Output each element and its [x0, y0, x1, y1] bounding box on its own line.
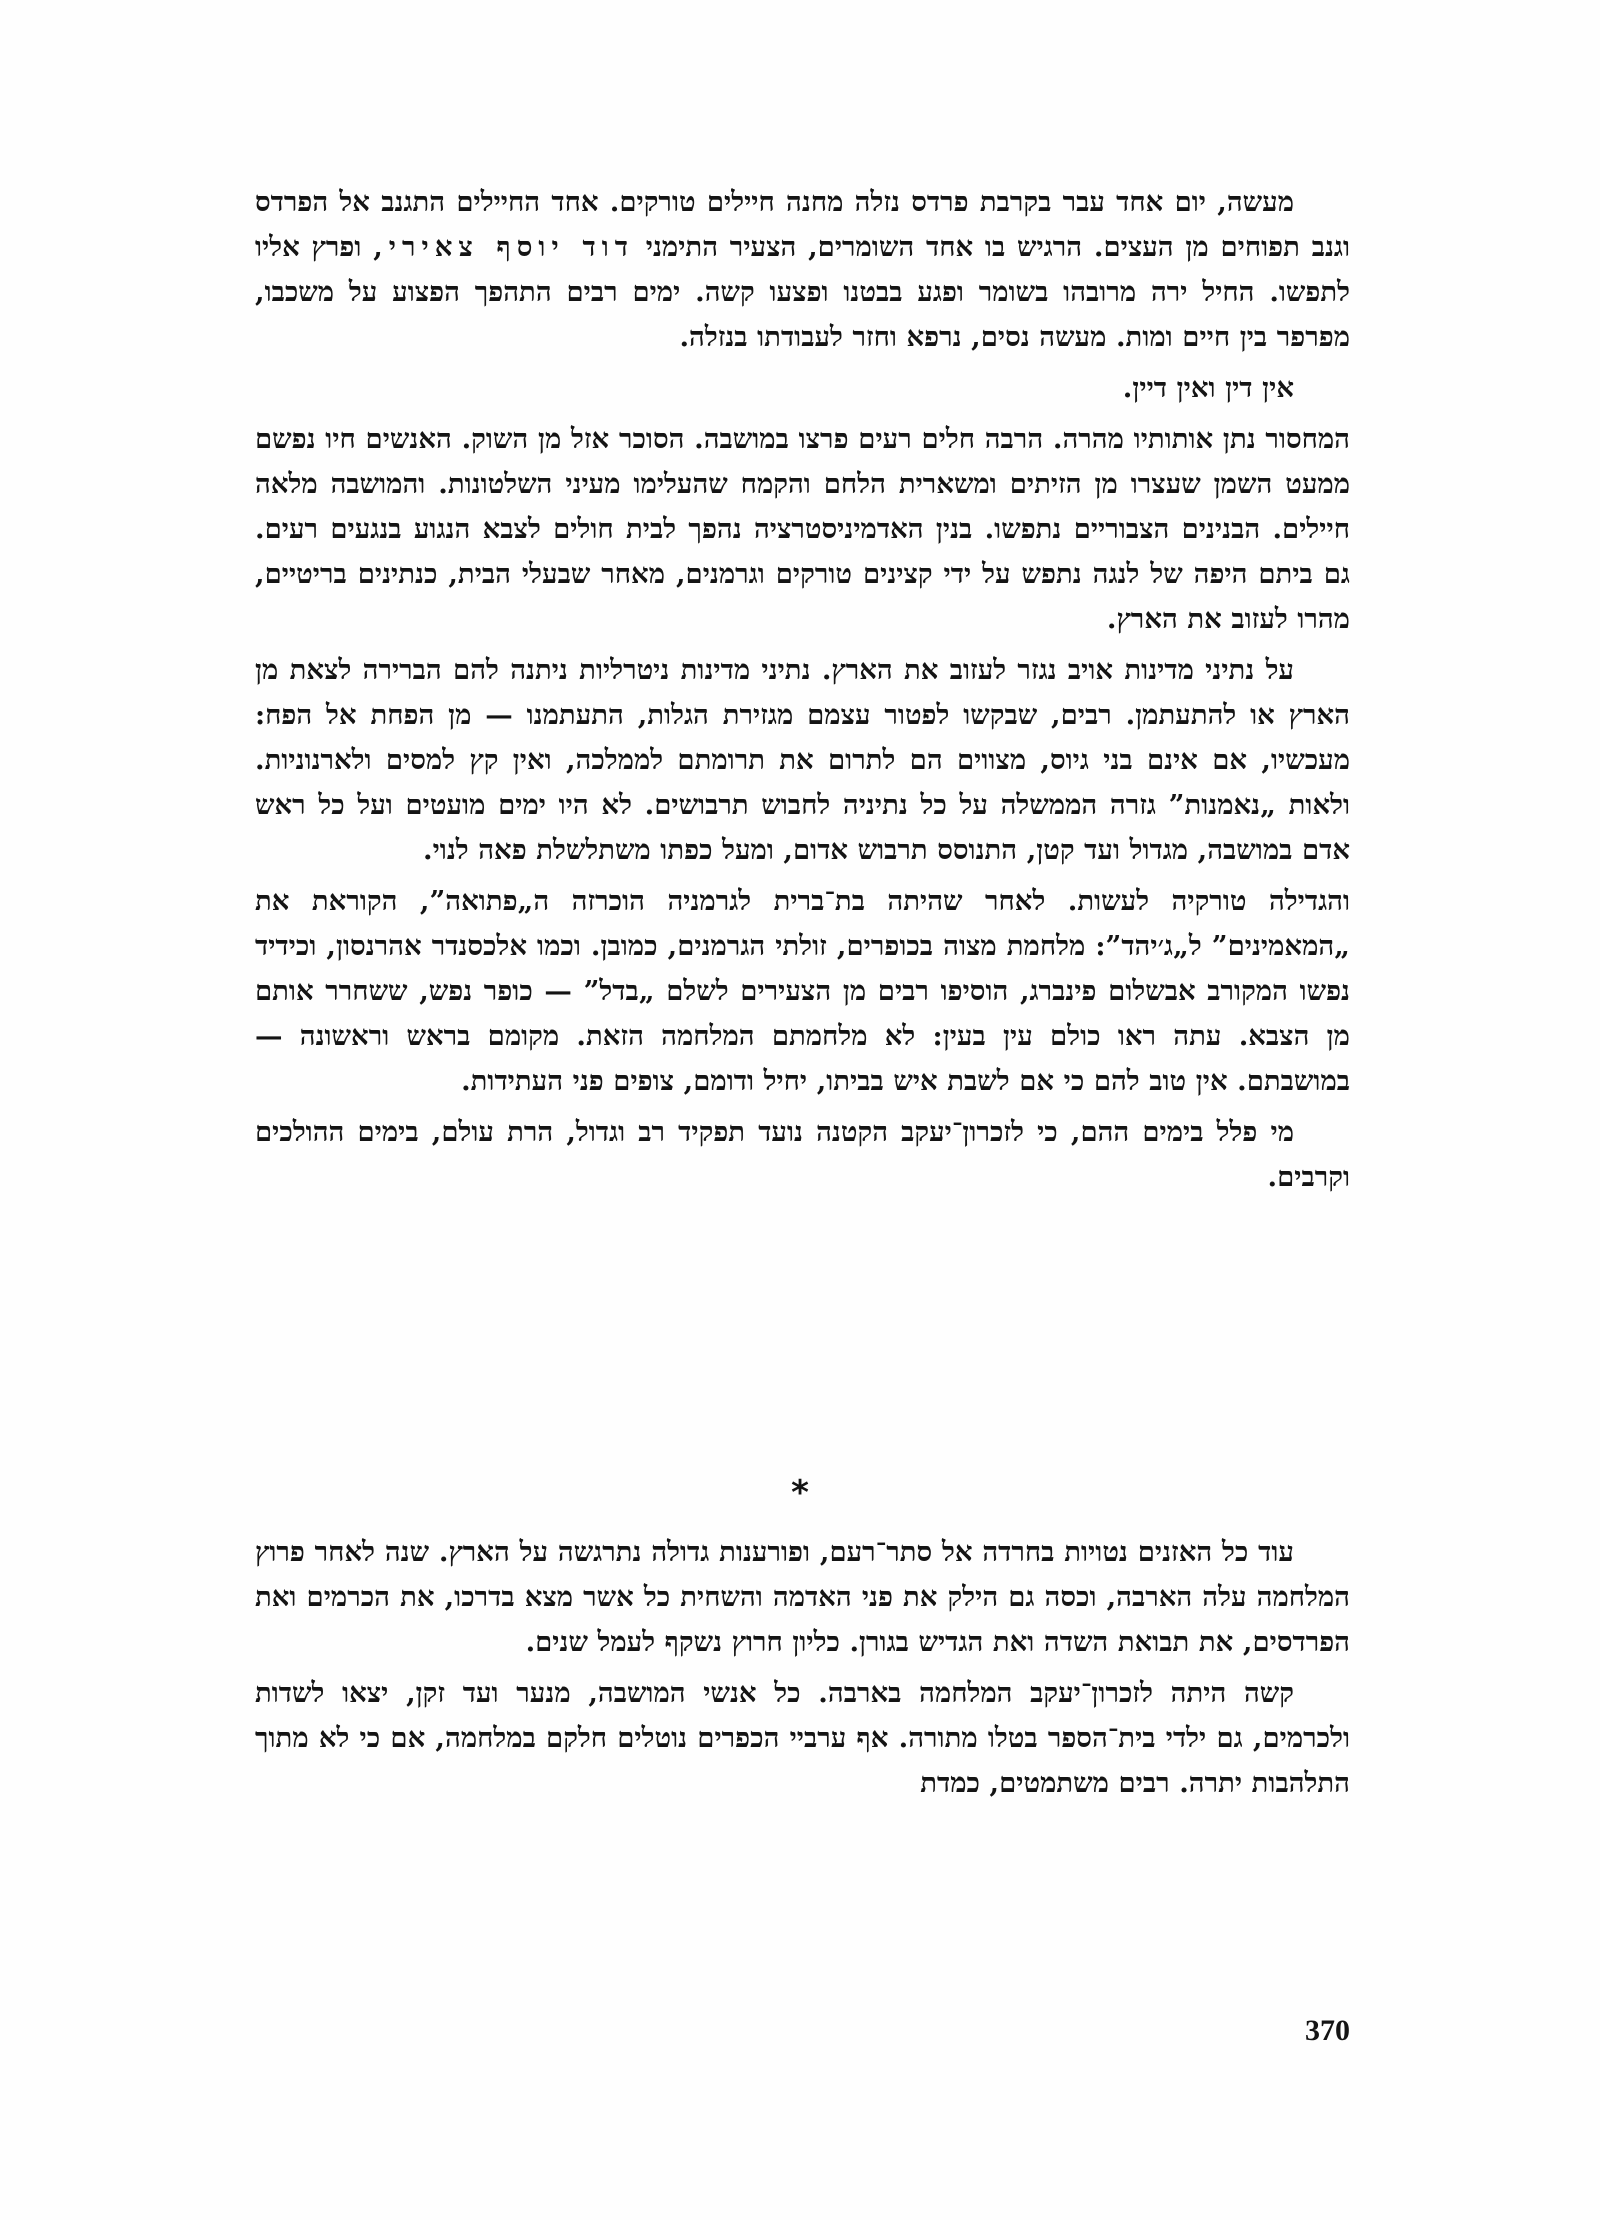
paragraph: עוד כל האזנים נטויות בחרדה אל סתר־רעם, ופורענות גדולה נתרגשה על הארץ. שנה לאחר פרוץ המלחמה עלה הארבה, וכסה גם הילק את פני האדמה והשחית כל אשר מצא בדרכו, את הכרמים ואת הפרדסים, את תבואת השדה ואת הגדיש בגורן. כליון חרוץ נשקף לעמל שנים.: [255, 1536, 1350, 1658]
paragraph: [255, 180, 1350, 360]
paragraph: על נתיני מדינות אויב נגזר לעזוב את הארץ. נתיני מדינות ניטרליות ניתנה להם הברירה לצאת מן הארץ או להתעתמן. רבים, שבקשו לפטור עצמם מגזירת הגלות, התעתמנו — מן הפחת אל הפח: מעכשיו, אם אינם בני גיוס, מצווים הם לתרום את תרומתם לממלכה, ואין קץ למסים ולארנוניות. ולאות „נאמנות” גזרה הממשלה על כל נתיניה לחבוש תרבושים. לא היו ימים מועטים ועל כל ראש אדם במושבה, מגדול ועד קטן, התנוסס תרבוש אדום, ומעל כפתו משתלשלת פאה לנוי.: [255, 654, 1350, 866]
section-separator-asterisk: *: [791, 1473, 809, 1513]
paragraph: המחסור נתן אותותיו מהרה. הרבה חלים רעים פרצו במושבה. הסוכר אזל מן השוק. האנשים חיו נפשם ממעט השמן שעצרו מן הזיתים ומשארית הלחם והקמח שהעלימו מעיני השלטונות. והמושבה מלאה חיילים. הבנינים הצבוריים נתפשו. בנין האדמיניסטרציה נהפך לבית חולים לצבא הנגוע בנגעים רעים. גם ביתם היפה של לנגה נתפש על ידי קצינים טורקים וגרמנים, מאחר שבעלי הבית, כנתינים בריטיים, מהרו לעזוב את הארץ.: [255, 423, 1350, 635]
paragraph: מי פלל בימים ההם, כי לזכרון־יעקב הקטנה נועד תפקיד רב וגדול, הרת עולם, בימים ההולכים וקרבים.: [255, 1116, 1350, 1193]
spaced-name: דוד יוסף צאירי,: [373, 231, 634, 263]
text-block-lower: [255, 1530, 1350, 1812]
paragraph-text: מעשה, יום אחד עבר בקרבת פרדס נזלה מחנה חיילים טורקים. אחד החיילים התגנב אל הפרדס וגנב תפוחים מן העצים. הרגיש בו אחד השומרים, הצעיר התימני: [255, 186, 1350, 263]
text-block-upper: [255, 180, 1350, 1206]
paragraph-text: ופרץ אליו לתפשו. החיל ירה מרובהו בשומר ופגע בבטנו ופצעו קשה. ימים רבים התהפך הפצוע על משכבו, מפרפר בין חיים ומות. מעשה נסים, נרפא וחזר לעבודתו בנזלה.: [255, 231, 1350, 353]
page-number: 370: [1305, 2014, 1350, 2047]
paragraph: והגדילה טורקיה לעשות. לאחר שהיתה בת־ברית לגרמניה הוכרזה ה„פתואה”, הקוראת את „המאמינים” ל„ג׳יהד”: מלחמת מצוה בכופרים, זולתי הגרמנים, כמובן. וכמו אלכסנדר אהרנסון, וכידיד נפשו המקורב אבשלום פינברג, הוסיפו רבים מן הצעירים לשלם „בדל” — כופר נפש, ששחרר אותם מן הצבא. עתה ראו כולם עין בעין: לא מלחמתם המלחמה הזאת. מקומם בראש וראשונה — במושבתם. אין טוב להם כי אם לשבת איש בביתו, יחיל ודומם, צופים פני העתידות.: [255, 885, 1350, 1097]
paragraph: אין דין ואין דיין.: [1122, 372, 1294, 404]
paragraph: קשה היתה לזכרון־יעקב המלחמה בארבה. כל אנשי המושבה, מנער ועד זקן, יצאו לשדות ולכרמים, גם ילדי בית־הספר בטלו מתורה. אף ערביי הכפרים נוטלים חלקם במלחמה, אם כי לא מתוך התלהבות יתרה. רבים משתמטים, כמדת: [255, 1677, 1350, 1799]
